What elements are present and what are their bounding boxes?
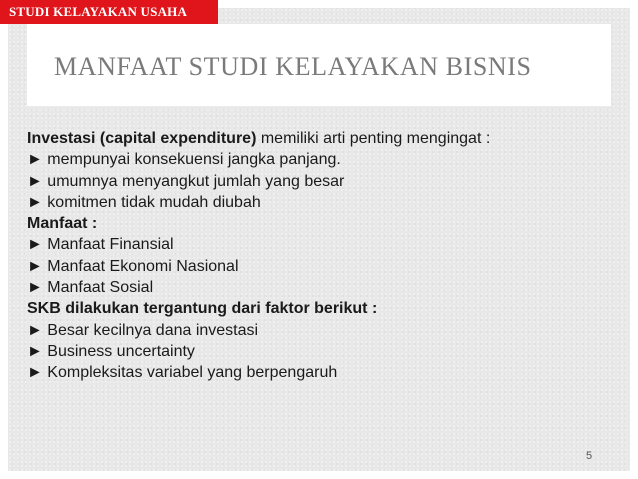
list-item xyxy=(27,234,607,255)
slide-body xyxy=(27,128,607,384)
manfaat-point: Manfaat Finansial xyxy=(47,236,174,254)
bullet-arrow-icon: ► xyxy=(27,257,43,275)
list-item xyxy=(27,277,607,298)
list-item xyxy=(27,320,607,341)
intro-rest: memiliki arti penting mengingat : xyxy=(256,130,491,147)
bullet-arrow-icon: ► xyxy=(27,364,43,382)
manfaat-point: Manfaat Ekonomi Nasional xyxy=(47,257,239,275)
investasi-point: umumnya menyangkut jumlah yang besar xyxy=(47,172,345,190)
bullet-arrow-icon: ► xyxy=(27,236,43,254)
skb-point: Besar kecilnya dana investasi xyxy=(47,321,259,339)
intro-bold: Investasi (capital expenditure) xyxy=(27,130,257,147)
investasi-point: komitmen tidak mudah diubah xyxy=(47,193,261,211)
header-tag: STUDI KELAYAKAN USAHA xyxy=(0,0,218,24)
list-item xyxy=(27,256,607,277)
bullet-arrow-icon: ► xyxy=(27,321,43,339)
list-item xyxy=(27,362,607,383)
bullet-arrow-icon: ► xyxy=(27,172,43,190)
skb-point: Kompleksitas variabel yang berpengaruh xyxy=(47,364,338,382)
bullet-arrow-icon: ► xyxy=(27,342,43,360)
manfaat-heading: Manfaat : xyxy=(27,215,98,233)
list-item xyxy=(27,171,607,192)
page-number: 5 xyxy=(586,450,593,462)
skb-heading: SKB dilakukan tergantung dari faktor berikut : xyxy=(27,300,378,318)
investasi-point: mempunyai konsekuensi jangka panjang. xyxy=(47,151,341,169)
intro-line xyxy=(27,128,607,149)
manfaat-point: Manfaat Sosial xyxy=(47,279,154,297)
bullet-arrow-icon: ► xyxy=(27,151,43,169)
list-item xyxy=(27,192,607,213)
slide-title: MANFAAT STUDI KELAYAKAN BISNIS xyxy=(54,52,532,81)
bullet-arrow-icon: ► xyxy=(27,193,43,211)
bullet-arrow-icon: ► xyxy=(27,279,43,297)
skb-point: Business uncertainty xyxy=(47,342,195,360)
list-item xyxy=(27,341,607,362)
title-box xyxy=(27,24,611,106)
list-item xyxy=(27,149,607,170)
